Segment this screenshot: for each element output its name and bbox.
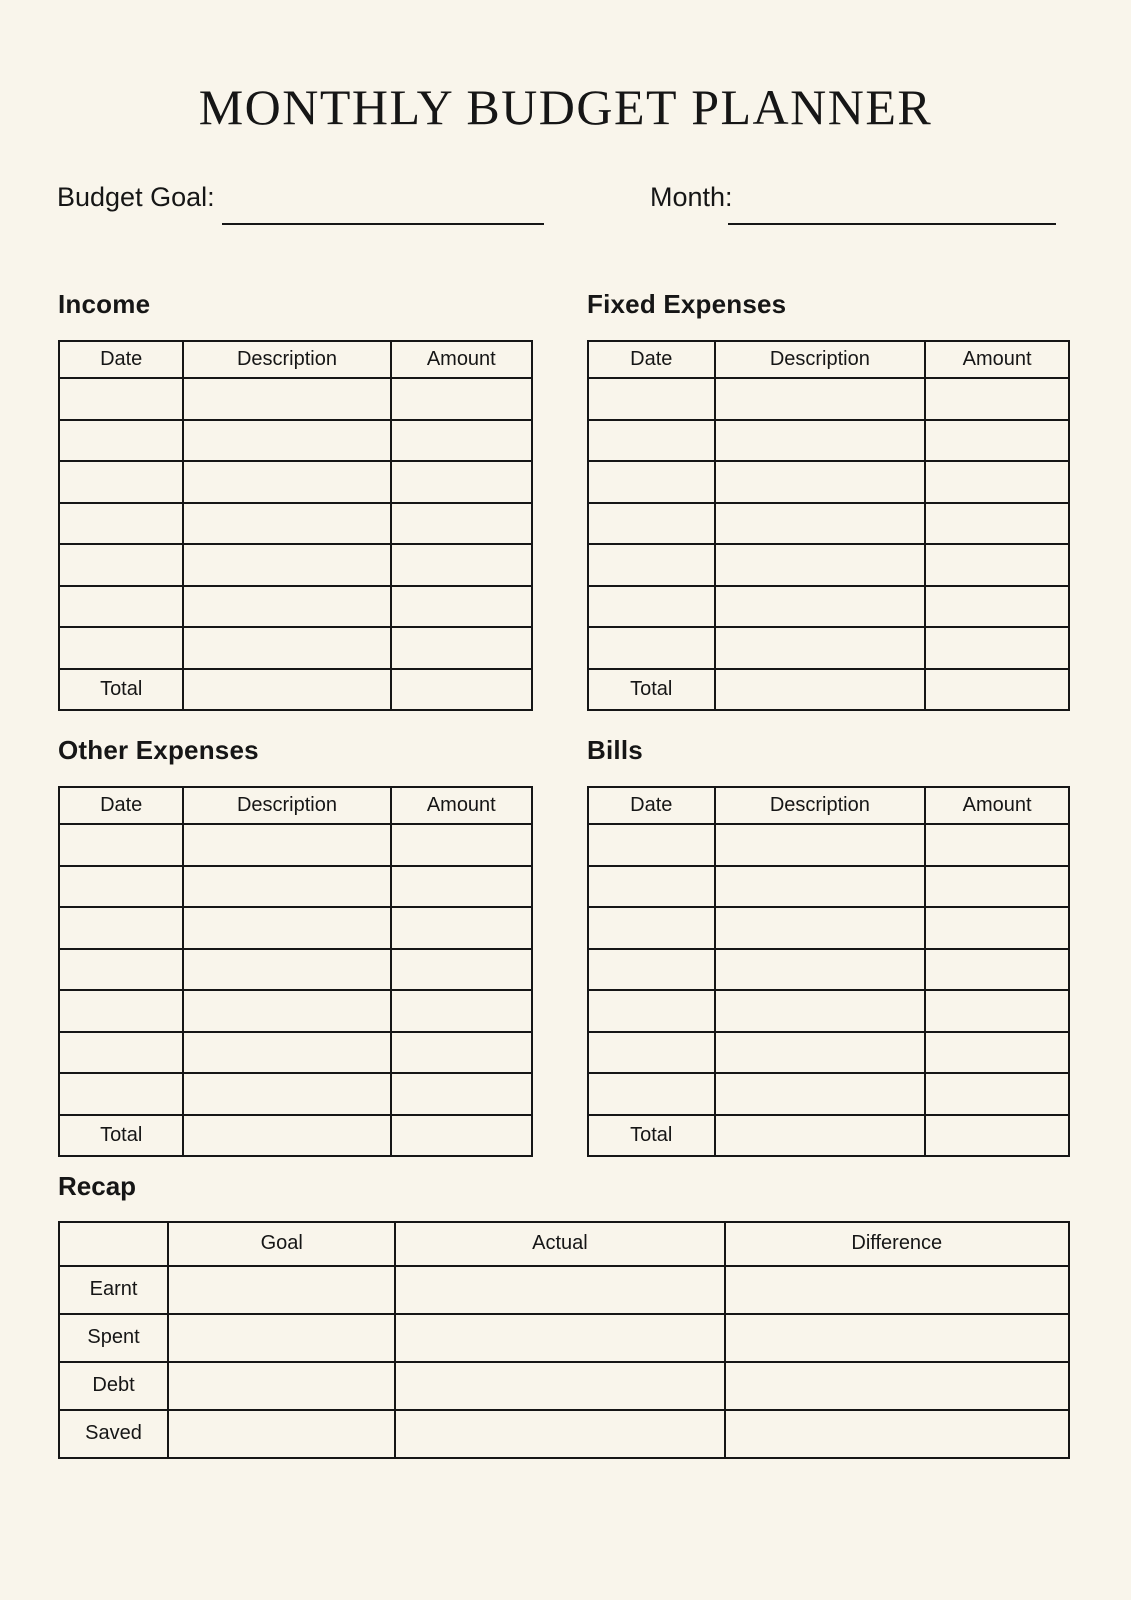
recap-corner-cell [59,1222,168,1266]
recap-goal-cell [168,1362,395,1410]
empty-cell [59,420,183,462]
column-header-amount: Amount [391,787,532,824]
empty-cell [588,378,715,420]
empty-cell [391,461,532,503]
empty-cell [391,420,532,462]
empty-cell [59,627,183,669]
recap-difference-cell [725,1266,1069,1314]
empty-cell [715,586,926,628]
recap-actual-cell [395,1266,724,1314]
recap-header-row [59,1222,1069,1266]
total-row [588,1115,1069,1157]
recap-table [58,1221,1070,1459]
recap-goal-cell [168,1314,395,1362]
empty-cell [391,907,532,949]
bills-table [587,786,1070,1157]
page-title: MONTHLY BUDGET PLANNER [198,79,933,135]
empty-cell [391,866,532,908]
empty-cell [588,586,715,628]
total-row [59,1115,532,1157]
empty-cell [183,627,390,669]
table-row [59,586,532,628]
total-description-cell [715,1115,926,1157]
empty-cell [715,907,926,949]
income-table [58,340,533,711]
empty-cell [925,627,1069,669]
empty-cell [588,1073,715,1115]
total-label: Total [59,669,183,711]
ledger-tables-grid [58,289,1070,1157]
fixed-expenses-table [587,340,1070,711]
empty-cell [59,949,183,991]
empty-cell [588,503,715,545]
table-row [59,378,532,420]
column-header-goal: Goal [168,1222,395,1266]
empty-cell [588,866,715,908]
empty-cell [391,990,532,1032]
table-row [59,907,532,949]
recap-row-earnt [59,1266,1069,1314]
empty-cell [925,544,1069,586]
table-row [588,461,1069,503]
total-description-cell [183,1115,390,1157]
column-header-actual: Actual [395,1222,724,1266]
empty-cell [183,824,390,866]
empty-cell [183,907,390,949]
column-header-description: Description [183,787,390,824]
table-row [59,824,532,866]
empty-cell [183,461,390,503]
empty-cell [925,503,1069,545]
total-label: Total [588,669,715,711]
table-header-row [588,787,1069,824]
empty-cell [183,586,390,628]
recap-difference-cell [725,1314,1069,1362]
empty-cell [588,824,715,866]
total-amount-cell [925,669,1069,711]
table-header-row [59,341,532,378]
column-header-description: Description [715,787,926,824]
column-header-amount: Amount [391,341,532,378]
empty-cell [588,627,715,669]
empty-cell [715,866,926,908]
empty-cell [715,420,926,462]
table-row [59,544,532,586]
empty-cell [59,907,183,949]
empty-cell [59,503,183,545]
empty-cell [59,866,183,908]
empty-cell [925,461,1069,503]
empty-cell [715,544,926,586]
empty-cell [391,627,532,669]
recap-row-saved [59,1410,1069,1458]
table-row [588,1032,1069,1074]
recap-row-label: Earnt [59,1266,168,1314]
table-header-row [59,787,532,824]
empty-cell [59,990,183,1032]
empty-cell [588,420,715,462]
fixed-expenses-section [587,289,1070,711]
empty-cell [588,461,715,503]
empty-cell [925,1032,1069,1074]
empty-cell [59,378,183,420]
total-label: Total [59,1115,183,1157]
empty-cell [588,949,715,991]
empty-cell [391,544,532,586]
empty-cell [391,824,532,866]
empty-cell [391,1073,532,1115]
table-row [588,990,1069,1032]
total-row [59,669,532,711]
table-row [59,1032,532,1074]
table-row [59,866,532,908]
total-description-cell [183,669,390,711]
other-expenses-table [58,786,533,1157]
empty-cell [588,990,715,1032]
table-row [59,627,532,669]
table-row [588,824,1069,866]
table-row [588,544,1069,586]
empty-cell [391,378,532,420]
column-header-date: Date [59,341,183,378]
table-row [59,503,532,545]
empty-cell [925,378,1069,420]
income-section [58,289,533,711]
table-row [588,420,1069,462]
table-row [59,420,532,462]
empty-cell [715,627,926,669]
empty-cell [183,544,390,586]
budget-goal-fill-line [222,223,544,226]
recap-row-label: Saved [59,1410,168,1458]
empty-cell [715,990,926,1032]
table-row [588,378,1069,420]
empty-cell [715,461,926,503]
empty-cell [925,586,1069,628]
recap-row-label: Spent [59,1314,168,1362]
empty-cell [391,586,532,628]
empty-cell [925,420,1069,462]
empty-cell [925,866,1069,908]
empty-cell [59,1032,183,1074]
empty-cell [183,990,390,1032]
column-header-date: Date [588,341,715,378]
total-amount-cell [925,1115,1069,1157]
empty-cell [183,949,390,991]
empty-cell [925,824,1069,866]
empty-cell [588,544,715,586]
column-header-amount: Amount [925,341,1069,378]
empty-cell [183,420,390,462]
empty-cell [59,461,183,503]
empty-cell [183,503,390,545]
column-header-description: Description [183,341,390,378]
empty-cell [925,990,1069,1032]
total-amount-cell [391,1115,532,1157]
recap-section [58,1171,1070,1458]
empty-cell [59,544,183,586]
empty-cell [715,949,926,991]
recap-difference-cell [725,1410,1069,1458]
table-row [588,503,1069,545]
recap-row-debt [59,1362,1069,1410]
column-header-difference: Difference [725,1222,1069,1266]
empty-cell [925,949,1069,991]
empty-cell [391,949,532,991]
column-header-description: Description [715,341,926,378]
column-header-amount: Amount [925,787,1069,824]
empty-cell [391,1032,532,1074]
recap-goal-cell [168,1410,395,1458]
budget-goal-label: Budget Goal: [57,182,215,212]
section-heading-recap: Recap [58,1171,137,1202]
table-row [588,586,1069,628]
empty-cell [588,1032,715,1074]
empty-cell [59,586,183,628]
empty-cell [588,907,715,949]
recap-actual-cell [395,1314,724,1362]
empty-cell [925,907,1069,949]
section-heading-other-expenses: Other Expenses [58,735,259,766]
total-amount-cell [391,669,532,711]
empty-cell [925,1073,1069,1115]
table-row [588,1073,1069,1115]
empty-cell [715,503,926,545]
empty-cell [715,378,926,420]
column-header-date: Date [59,787,183,824]
table-row [59,1073,532,1115]
fill-in-fields-row [57,183,1070,231]
total-label: Total [588,1115,715,1157]
empty-cell [715,1032,926,1074]
recap-actual-cell [395,1362,724,1410]
table-header-row [588,341,1069,378]
empty-cell [59,824,183,866]
total-row [588,669,1069,711]
total-description-cell [715,669,926,711]
other-expenses-section [58,711,533,1157]
month-label: Month: [650,182,733,212]
empty-cell [183,1032,390,1074]
month-fill-line [728,223,1056,226]
empty-cell [715,824,926,866]
recap-actual-cell [395,1410,724,1458]
table-row [59,990,532,1032]
empty-cell [183,378,390,420]
empty-cell [183,1073,390,1115]
empty-cell [715,1073,926,1115]
recap-row-label: Debt [59,1362,168,1410]
table-row [588,627,1069,669]
section-heading-fixed-expenses: Fixed Expenses [587,289,787,319]
table-row [59,949,532,991]
table-row [59,461,532,503]
empty-cell [391,503,532,545]
table-row [588,949,1069,991]
recap-goal-cell [168,1266,395,1314]
section-heading-income: Income [58,289,151,319]
table-row [588,866,1069,908]
recap-row-spent [59,1314,1069,1362]
empty-cell [183,866,390,908]
bills-section [587,711,1070,1157]
empty-cell [59,1073,183,1115]
section-heading-bills: Bills [587,735,643,766]
recap-difference-cell [725,1362,1069,1410]
table-row [588,907,1069,949]
column-header-date: Date [588,787,715,824]
